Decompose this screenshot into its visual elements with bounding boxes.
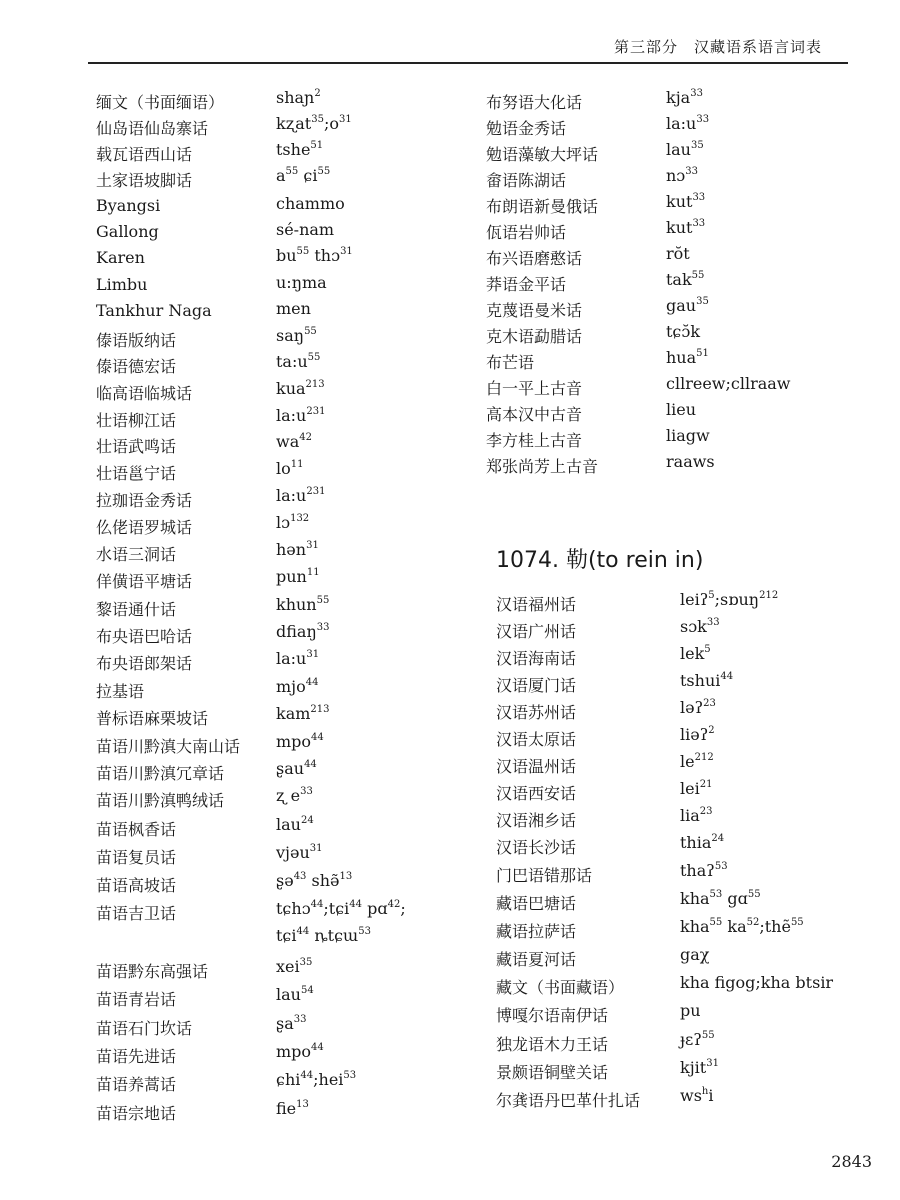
phonetic-form: men xyxy=(276,299,311,318)
language-name: 壮语武鸣话 xyxy=(96,437,177,456)
language-name: 缅文（书面缅语） xyxy=(96,93,225,112)
language-name: 普标语麻栗坡话 xyxy=(96,709,209,728)
phonetic-form: thia$^{24}$ xyxy=(680,833,725,852)
language-name: 布努语大化话 xyxy=(486,93,583,112)
language-name: 勉语藻敏大坪话 xyxy=(486,145,599,164)
language-name: 临高语临城话 xyxy=(96,384,193,403)
phonetic-form: kha$^{53}$ gɑ$^{55}$ xyxy=(680,889,761,908)
phonetic-form: liəʔ$^2$ xyxy=(680,725,715,744)
phonetic-form: kha$^{55}$ $ka^{52};thẽ^{55}$ xyxy=(680,917,804,936)
language-name: Byangsi xyxy=(96,196,161,215)
language-name: 李方桂上古音 xyxy=(486,431,583,450)
right-column-top xyxy=(486,90,886,490)
language-name: 汉语西安话 xyxy=(496,784,577,803)
entry-heading: 1074. 勒(to rein in) xyxy=(496,548,704,573)
phonetic-form: tɕɔ̆k xyxy=(666,322,701,341)
language-name: 汉语长沙话 xyxy=(496,838,577,857)
phonetic-form: kua$^{213}$ xyxy=(276,379,325,398)
phonetic-form: thaʔ$^{53}$ xyxy=(680,861,728,880)
phonetic-form: ɟɛʔ$^{55}$ xyxy=(680,1030,715,1049)
phonetic-form: kjit$^{31}$ xyxy=(680,1058,719,1077)
phonetic-form: cllreew;cllraaw xyxy=(666,374,791,393)
phonetic-form: kut$^{33}$ xyxy=(666,192,706,211)
language-name: 布朗语新曼俄话 xyxy=(486,197,599,216)
phonetic-form: $la:u^{33}$ xyxy=(666,114,710,133)
phonetic-form: $a^{55}$ ɕi$^{55}$ xyxy=(276,166,331,185)
phonetic-form: liagw xyxy=(666,426,710,445)
language-name: 苗语石门坎话 xyxy=(96,1019,193,1038)
phonetic-form: sé-nam xyxy=(276,220,335,239)
phonetic-form: lau$^{35}$ xyxy=(666,140,704,159)
language-name: 苗语养蒿话 xyxy=(96,1075,177,1094)
language-name: 郑张尚芳上古音 xyxy=(486,457,599,476)
phonetic-form: lei$^{21}$ xyxy=(680,779,713,798)
phonetic-form: dfiaŋ$^{33}$ xyxy=(276,622,330,641)
phonetic-form: kja$^{33}$ xyxy=(666,88,703,107)
phonetic-form: kha figog;kha btsir xyxy=(680,973,834,992)
language-name: 苗语川黔滇冗章话 xyxy=(96,764,225,783)
language-name: 汉语厦门话 xyxy=(496,676,577,695)
phonetic-form: ʐ $e^{33}$ xyxy=(276,786,313,805)
phonetic-form: tshe$^{51}$ xyxy=(276,140,324,159)
phonetic-form: hən$^{31}$ xyxy=(276,540,319,559)
phonetic-form: hua$^{51}$ xyxy=(666,348,709,367)
language-name: 藏语夏河话 xyxy=(496,950,577,969)
phonetic-form: $ta:u^{55}$ xyxy=(276,352,321,371)
language-name: 汉语福州话 xyxy=(496,595,577,614)
language-name: 苗语黔东高强话 xyxy=(96,962,209,981)
phonetic-form: pun$^{11}$ xyxy=(276,567,320,586)
language-name: Tankhur Naga xyxy=(96,301,212,320)
phonetic-form: tak$^{55}$ xyxy=(666,270,705,289)
phonetic-form: lɔ$^{132}$ xyxy=(276,513,310,532)
phonetic-form: pu xyxy=(680,1001,701,1020)
phonetic-form: u:ŋma xyxy=(276,273,327,292)
phonetic-form: gaχ xyxy=(680,945,710,964)
phonetic-form: $ws^hi$ xyxy=(680,1086,714,1105)
language-name: 傣语版纳话 xyxy=(96,331,177,350)
language-name: 独龙语木力王话 xyxy=(496,1035,609,1054)
language-name: 苗语复员话 xyxy=(96,848,177,867)
language-name: 克木语勐腊话 xyxy=(486,327,583,346)
phonetic-form: chammo xyxy=(276,194,345,213)
phonetic-form: ʂau$^{44}$ xyxy=(276,759,317,778)
left-column xyxy=(96,90,456,1130)
phonetic-form: kut$^{33}$ xyxy=(666,218,706,237)
language-name: 高本汉中古音 xyxy=(486,405,583,424)
language-name: 藏语巴塘话 xyxy=(496,894,577,913)
phonetic-form: tɕhɔ$^{44}$;tɕi$^{44}$ pɑ$^{42}$; xyxy=(276,899,406,918)
language-name: 汉语温州话 xyxy=(496,757,577,776)
phonetic-form: ʂə$^{43}$ shə̃$^{13}$ xyxy=(276,871,353,890)
language-name: 布央语郎架话 xyxy=(96,654,193,673)
phonetic-form: $la:u^{231}$ xyxy=(276,406,326,425)
language-name: 白一平上古音 xyxy=(486,379,583,398)
phonetic-form: vjəu$^{31}$ xyxy=(276,843,323,862)
phonetic-form: mjo$^{44}$ xyxy=(276,677,319,696)
phonetic-form: $lo^{11}$ xyxy=(276,459,304,478)
phonetic-form: $la:u^{31}$ xyxy=(276,649,320,668)
language-name: 仙岛语仙岛寨话 xyxy=(96,119,209,138)
phonetic-form: rŏt xyxy=(666,244,690,263)
language-name: 拉珈语金秀话 xyxy=(96,491,193,510)
language-name: Limbu xyxy=(96,275,148,294)
phonetic-form: tshui$^{44}$ xyxy=(680,671,734,690)
phonetic-form: $le^{212}$ xyxy=(680,752,714,771)
phonetic-form: lia$^{23}$ xyxy=(680,806,713,825)
language-name: Gallong xyxy=(96,222,159,241)
language-name: 载瓦语西山话 xyxy=(96,145,193,164)
phonetic-form: shaɲ$^2$ xyxy=(276,88,321,107)
language-name: 壮语柳江话 xyxy=(96,411,177,430)
language-name: 拉基语 xyxy=(96,682,145,701)
language-name: 景颇语铜壁关话 xyxy=(496,1063,609,1082)
phonetic-form: ʂa$^{33}$ xyxy=(276,1014,307,1033)
language-name: 门巴语错那话 xyxy=(496,866,593,885)
language-name: 布兴语磨憨话 xyxy=(486,249,583,268)
phonetic-form: lau$^{24}$ xyxy=(276,815,314,834)
language-name: 汉语太原话 xyxy=(496,730,577,749)
language-name: 苗语枫香话 xyxy=(96,820,177,839)
phonetic-form: leiʔ$^5$;sɒuŋ$^{212}$ xyxy=(680,590,779,609)
language-name: 苗语高坡话 xyxy=(96,876,177,895)
phonetic-form: fie$^{13}$ xyxy=(276,1099,309,1118)
phonetic-form: khun$^{55}$ xyxy=(276,595,330,614)
language-name: 仫佬语罗城话 xyxy=(96,518,193,537)
language-name: Karen xyxy=(96,248,145,267)
phonetic-form: lieu xyxy=(666,400,697,419)
phonetic-form: mpo$^{44}$ xyxy=(276,732,324,751)
phonetic-form: ɕhi$^{44}$;hei$^{53}$ xyxy=(276,1070,357,1089)
language-name: 壮语邕宁话 xyxy=(96,464,177,483)
language-name: 苗语宗地话 xyxy=(96,1104,177,1123)
right-column-bottom xyxy=(496,592,886,1132)
phonetic-form: $kʐat^{35};o^{31}$ xyxy=(276,114,352,133)
language-name: 尔龚语丹巴革什扎话 xyxy=(496,1091,641,1110)
phonetic-form: kam$^{213}$ xyxy=(276,704,330,723)
phonetic-form: gau$^{35}$ xyxy=(666,296,709,315)
language-name: 佯僙语平塘话 xyxy=(96,572,193,591)
language-name: 畲语陈湖话 xyxy=(486,171,567,190)
phonetic-form: $la:u^{231}$ xyxy=(276,486,326,505)
language-name: 傣语德宏话 xyxy=(96,357,177,376)
language-name: 勉语金秀话 xyxy=(486,119,567,138)
language-name: 克蔑语曼米话 xyxy=(486,301,583,320)
running-header: 第三部分 汉藏语系语言词表 xyxy=(613,38,822,56)
language-name: 佤语岩帅话 xyxy=(486,223,567,242)
language-name: 汉语湘乡话 xyxy=(496,811,577,830)
phonetic-form: sɔk$^{33}$ xyxy=(680,617,720,636)
language-name: 苗语先进话 xyxy=(96,1047,177,1066)
language-name: 苗语川黔滇大南山话 xyxy=(96,737,241,756)
language-name: 博嘎尔语南伊话 xyxy=(496,1006,609,1025)
language-name: 苗语吉卫话 xyxy=(96,904,177,923)
header-rule xyxy=(88,62,848,64)
language-name: 藏语拉萨话 xyxy=(496,922,577,941)
language-name: 苗语青岩话 xyxy=(96,990,177,1009)
language-name: 汉语苏州话 xyxy=(496,703,577,722)
phonetic-form: mpo$^{44}$ xyxy=(276,1042,324,1061)
phonetic-form: $wa^{42}$ xyxy=(276,432,312,451)
language-name: 土家语坡脚话 xyxy=(96,171,193,190)
phonetic-form: $bu^{55}$ thɔ$^{31}$ xyxy=(276,246,353,265)
language-name: 藏文（书面藏语） xyxy=(496,978,625,997)
language-name: 汉语海南话 xyxy=(496,649,577,668)
phonetic-form: xei$^{35}$ xyxy=(276,957,313,976)
language-name: 布央语巴哈话 xyxy=(96,627,193,646)
phonetic-form: raaws xyxy=(666,452,715,471)
phonetic-form: lek$^5$ xyxy=(680,644,711,663)
phonetic-form: nɔ$^{33}$ xyxy=(666,166,698,185)
language-name: 苗语川黔滇鸭绒话 xyxy=(96,791,225,810)
page-number: 2843 xyxy=(831,1152,872,1171)
phonetic-form: saŋ$^{55}$ xyxy=(276,326,317,345)
language-name: 汉语广州话 xyxy=(496,622,577,641)
language-name: 黎语通什话 xyxy=(96,600,177,619)
language-name: 水语三洞话 xyxy=(96,545,177,564)
language-name: 莽语金平话 xyxy=(486,275,567,294)
phonetic-form: lau$^{54}$ xyxy=(276,985,314,1004)
phonetic-form: tɕi$^{44}$ ȵtɕɯ$^{53}$ xyxy=(276,926,371,945)
language-name: 布芒语 xyxy=(486,353,535,372)
phonetic-form: ləʔ$^{23}$ xyxy=(680,698,716,717)
